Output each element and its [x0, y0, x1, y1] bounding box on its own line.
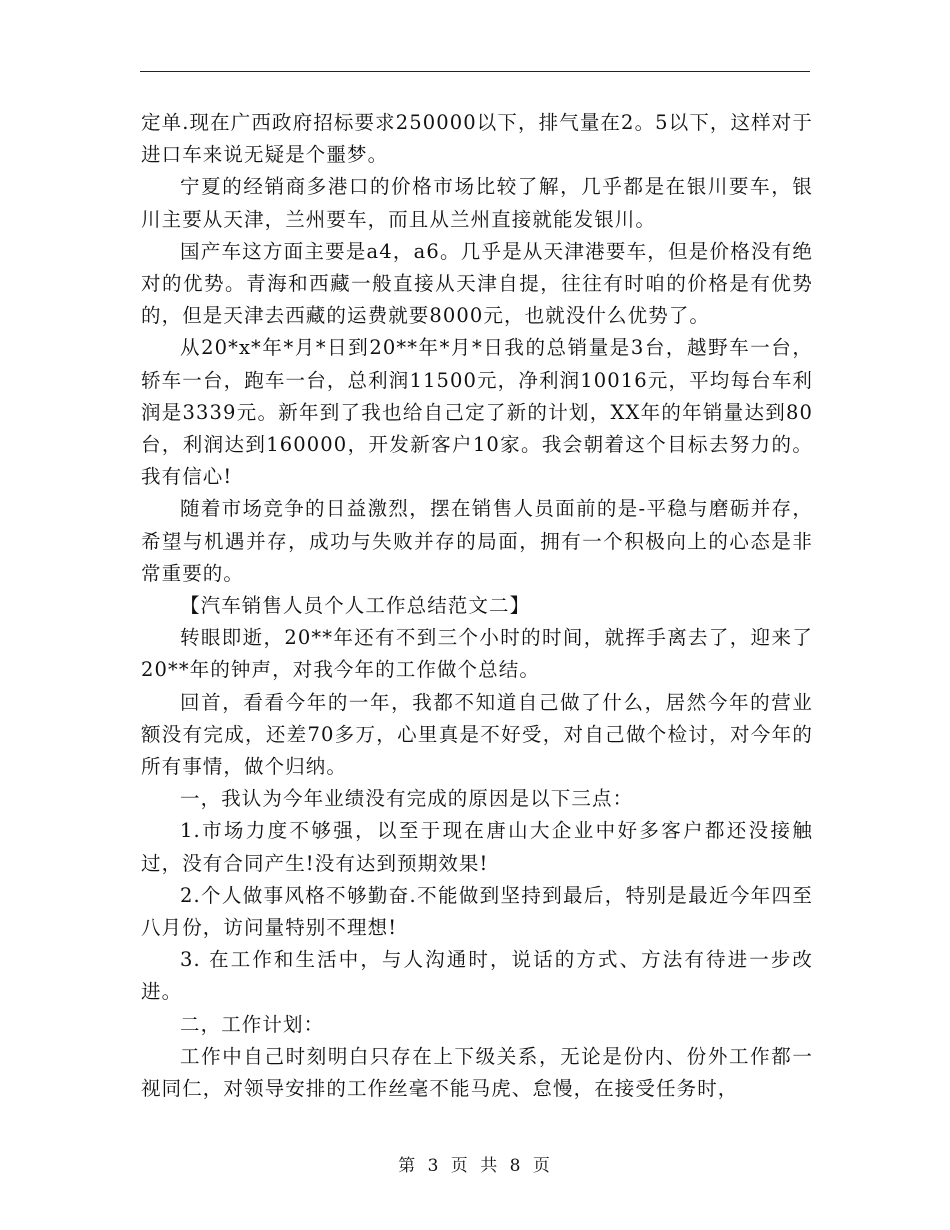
paragraph-7: 转眼即逝，20**年还有不到三个小时的时间，就挥手离去了，迎来了20**年的钟声，对我今年的工作做个总结。: [141, 626, 813, 682]
paragraph-2: 宁夏的经销商多港口的价格市场比较了解，几乎都是在银川要车，银川主要从天津，兰州要车，而且从兰州直接就能发银川。: [141, 175, 813, 231]
paragraph-4: 从20*x*年*月*日到20**年*月*日我的总销量是3台，越野车一台，轿车一台，跑车一台，总利润11500元，净利润10016元，平均每台车利润是3339元。新年到了我也给自己定了新的计划，XX年的年销量达到80台，利润达到160000，开发新客户10家。我会朝着这个目标去努力的。我有信心!: [141, 336, 813, 489]
document-body: [141, 107, 813, 1105]
paragraph-9: 一，我认为今年业绩没有完成的原因是以下三点：: [180, 787, 634, 811]
paragraph-8: 回首，看看今年的一年，我都不知道自己做了什么，居然今年的营业额没有完成，还差70多万，心里真是不好受，对自己做个检讨，对今年的所有事情，做个归纳。: [141, 690, 813, 779]
paragraph-3: 国产车这方面主要是a4，a6。几乎是从天津港要车，但是价格没有绝对的优势。青海和西藏一般直接从天津自提，往往有时咱的价格是有优势的，但是天津去西藏的运费就要8000元，也就没什么优势了。: [141, 239, 813, 328]
list-item-1: 1.市场力度不够强，以至于现在唐山大企业中好多客户都还没接触过，没有合同产生!没有达到预期效果!: [141, 819, 813, 875]
paragraph-1: 定单.现在广西政府招标要求250000以下，排气量在2。5以下，这样对于进口车来说无疑是个噩梦。: [141, 111, 813, 167]
page-number: 第 3 页 共 8 页: [398, 1156, 552, 1176]
paragraph-5: 随着市场竞争的日益激烈，摆在销售人员面前的是-平稳与磨砺并存，希望与机遇并存，成功与失败并存的局面，拥有一个积极向上的心态是非常重要的。: [141, 497, 813, 585]
section-heading: 【汽车销售人员个人工作总结范文二】: [180, 594, 531, 618]
paragraph-13: 二，工作计划：: [180, 1012, 325, 1036]
header-rule: [140, 71, 810, 72]
paragraph-14: 工作中自己时刻明白只存在上下级关系，无论是份内、份外工作都一视同仁，对领导安排的工作丝毫不能马虎、怠慢，在接受任务时，: [141, 1044, 813, 1101]
list-item-2: 2.个人做事风格不够勤奋.不能做到坚持到最后，特别是最近今年四至八月份，访问量特别不理想!: [141, 883, 813, 940]
list-item-3: 3. 在工作和生活中，与人沟通时，说话的方式、方法有待进一步改进。: [141, 948, 813, 1004]
